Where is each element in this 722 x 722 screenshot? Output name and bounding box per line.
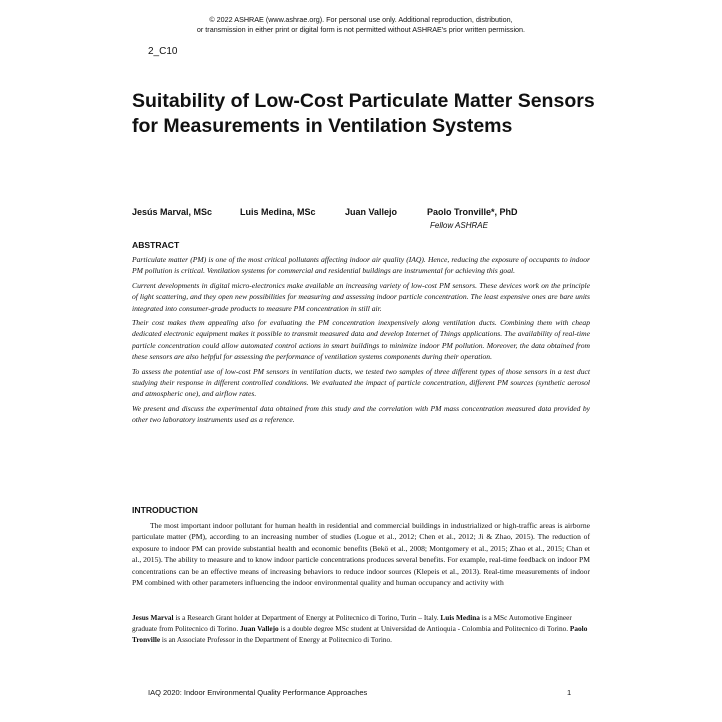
abstract-paragraph: To assess the potential use of low-cost PM sensors in ventilation ducts, we tested two samples of three different types of those sensors in a test duct studying their response in different controlled conditions. We evaluated the impact of particle concentration, different PM sources (synthetic aerosol and atmospheric one), and airflow rates. [132, 366, 590, 399]
abstract-paragraph: Current developments in digital micro-electronics make available an increasing variety of low-cost PM sensors. These devices work on the principle of light scattering, and they open new possibilities for measuring and assessing indoor particle concentration. The least expensive ones are bare units integrated into consumer-grade products to measure PM concentration in still air. [132, 280, 590, 313]
footer-conference: IAQ 2020: Indoor Environmental Quality Performance Approaches [148, 688, 368, 697]
author-bios [132, 612, 590, 645]
author-4-role: Fellow ASHRAE [430, 221, 488, 230]
paper-title: Suitability of Low-Cost Particulate Matter Sensors for Measurements in Ventilation Systems [132, 90, 595, 137]
abstract-paragraph: We present and discuss the experimental data obtained from this study and the correlation with PM mass concentration measured data provided by other two laboratory instruments used as a reference. [132, 403, 590, 425]
bio-text: is a Research Grant holder at Department of Energy at Politecnico di Torino, Turin – Italy. [173, 613, 441, 622]
bio-name: Jesus Marval [132, 613, 174, 622]
page-number: 1 [567, 688, 572, 697]
abstract-paragraph: Their cost makes them appealing also for evaluating the PM concentration inexpensively along ventilation ducts. Combining them with cheap dedicated electronic equipment makes it possible to transmit measured data and develop Internet of Things applications. The availability of real-time particle concentration could allow automated control actions in smart buildings to minimize indoor PM pollution. Moreover, the data obtained from these sensors are also helpful for assessing the performance of ventilation systems components during their operation. [132, 318, 590, 362]
paper-code: 2_C10 [148, 46, 178, 57]
abstract-paragraph: Particulate matter (PM) is one of the most critical pollutants affecting indoor air quality (IAQ). Hence, reducing the exposure of occupants to indoor PM pollution is critical. Ventilation systems for commercial and residential buildings are instrumental for achieving this goal. [132, 255, 590, 276]
author-1: Jesús Marval, MSc [132, 207, 213, 217]
author-2: Luis Medina, MSc [240, 207, 316, 217]
copyright-line-1: © 2022 ASHRAE (www.ashrae.org). For personal use only. Additional reproduction, distribution, [209, 15, 513, 24]
abstract-heading: ABSTRACT [132, 240, 180, 250]
author-3: Juan Vallejo [345, 207, 398, 217]
introduction-paragraph: The most important indoor pollutant for human health in residential and commercial buildings in industrialized or high-traffic areas is airborne particulate matter (PM), according to an increasing number of studies (Logue et al., 2012; Chen et al., 2012; Ji & Zhao, 2015). The reduction of exposure to indoor PM can provide substantial health and economic benefits (Bekö et al., 2008; Montgomery et al., 2015; Zhao et al., 2015; Chan et al., 2015). The ability to measure and to know indoor particle concentrations produces several benefits. For example, real-time feedback on indoor PM concentrations can be an effective means of increasing behaviors to reduce indoor sources (Klepeis et al., 2013). Real-time measurements of indoor PM combined with other parameters influencing the indoor environmental quality and human occupancy and activity with [132, 521, 590, 588]
introduction-heading: INTRODUCTION [132, 505, 198, 515]
copyright-line-2: or transmission in either print or digital form is not permitted without ASHRAE's prior written permission. [196, 25, 526, 34]
bio-name: Paolo Tronville [132, 624, 588, 644]
abstract-body [132, 254, 590, 429]
copyright-notice [0, 15, 722, 35]
bio-text: is an Associate Professor in the Department of Energy at Politecnico di Torino. [160, 635, 392, 644]
introduction-body [132, 520, 590, 588]
bio-text: is a double degree MSc student at Universidad de Antioquia - Colombia and Politecnico di Torino. [278, 624, 570, 633]
author-4: Paolo Tronville*, PhD [427, 207, 518, 217]
bio-name: Luis Medina [440, 613, 480, 622]
bio-name: Juan Vallejo [239, 624, 279, 633]
bio-text: is a MSc Automotive Engineer graduate from Politecnico di Torino. [132, 613, 572, 633]
